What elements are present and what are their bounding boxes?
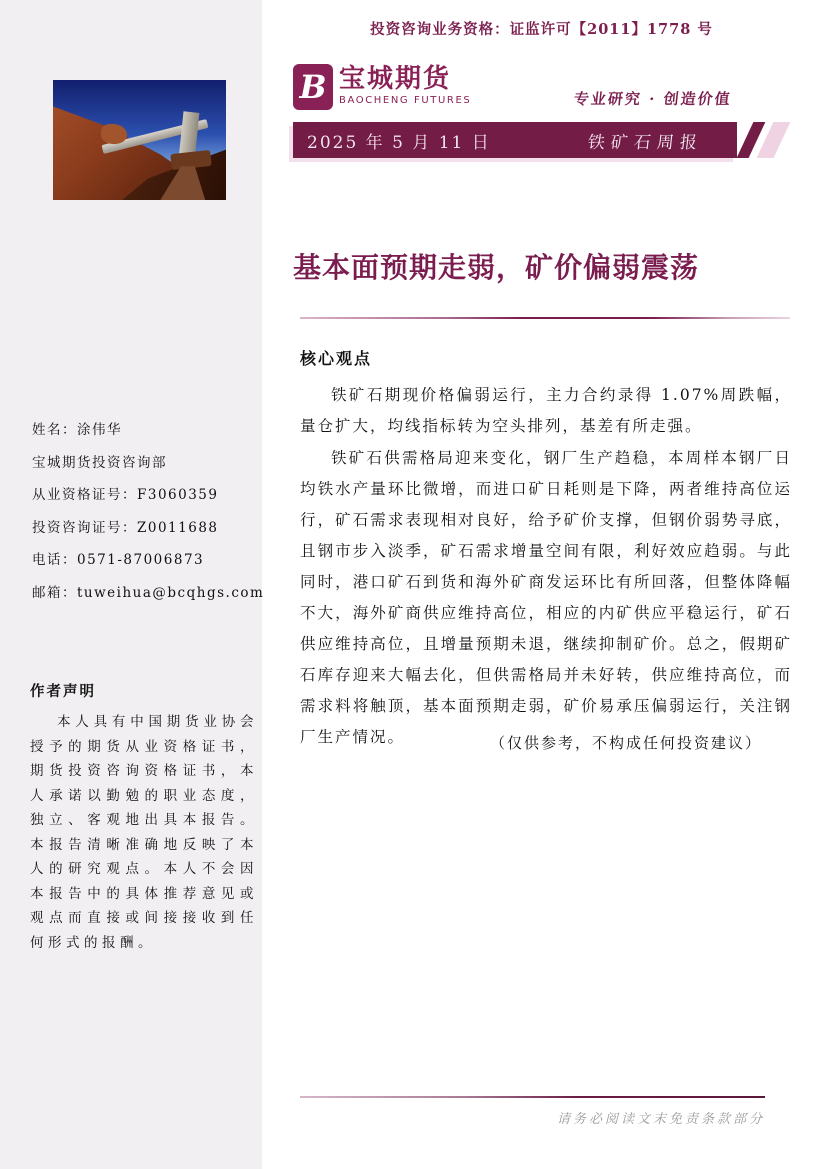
analyst-name: 姓名：涂伟华 xyxy=(32,422,122,438)
baocheng-futures-logo xyxy=(293,64,471,110)
analyst-department: 宝城期货投资咨询部 xyxy=(32,454,167,471)
footer-disclaimer-note: 请务必阅读文末免责条款部分 xyxy=(556,1112,765,1127)
reference-only-note: （仅供参考，不构成任何投资建议） xyxy=(489,734,762,752)
left-sidebar xyxy=(0,0,265,1169)
core-view-paragraph-1 xyxy=(300,380,792,442)
qualification-line: 投资咨询业务资格：证监许可【2011】1778 号 xyxy=(370,21,713,38)
analyst-contact-block xyxy=(32,414,265,609)
paragraph-text: 铁矿石供需格局迎来变化，钢厂生产趋稳，本周样本钢厂日均铁水产量环比微增，而进口矿日耗则是下降，两者维持高位运行，矿石需求表现相对良好，给予矿价支撑，但钢价弱势寻底，且钢市步入淡季，矿石需求增量空间有限，利好效应趋弱。与此同时，港口矿石到货和海外矿商发运环比有所回落，但整体降幅不大，海外矿商供应维持高位，相应的内矿供应平稳运行，矿石供应维持高位，且增量预期未退，继续抑制矿价。总之，假期矿石库存迎来大幅去化，但供需格局并未好转，供应维持高位，而需求料将触顶，基本面预期走弱，矿价易承压偏弱运行，关注钢厂生产情况。 xyxy=(300,449,792,746)
phone-number: 电话：0571-87006873 xyxy=(32,552,205,568)
author-declaration xyxy=(30,680,258,955)
report-title: 基本面预期走弱，矿价偏弱震荡 xyxy=(293,251,700,284)
stacker-head-shape xyxy=(101,124,127,144)
author-declaration-body: 本人具有中国期货业协会授予的期货从业资格证书，期货投资咨询资格证书，本人承诺以勤勉的职业态度，独立、客观地出具本报告。本报告清晰准确地反映了本人的研究观点。本人不会因本报告中的具体推荐意见或观点而直接或间接接收到任何形式的报酬。 xyxy=(30,714,258,951)
logo-b-mark-icon xyxy=(293,64,333,110)
footer-divider-rule xyxy=(300,1096,765,1098)
author-declaration-title: 作者声明 xyxy=(30,683,96,700)
title-divider-rule xyxy=(300,317,790,319)
iron-ore-mine-photo xyxy=(53,80,226,200)
email-address: 邮箱：tuweihua@bcqhgs.com xyxy=(32,584,265,601)
company-slogan: 专业研究 · 创造价值 xyxy=(573,90,733,108)
paragraph-text: 铁矿石期现价格偏弱运行，主力合约录得 1.07%周跌幅，量仓扩大，均线指标转为空头排列，基差有所走强。 xyxy=(300,386,792,435)
logo-english-name: BAOCHENG FUTURES xyxy=(339,95,472,106)
date-bar-wrap xyxy=(293,122,790,162)
report-date: 2025 年 5 月 11 日 xyxy=(307,132,491,153)
practice-certificate-no: 从业资格证号：F3060359 xyxy=(32,487,219,503)
logo-chinese-name: 宝城期货 xyxy=(339,64,452,94)
advisory-certificate-no: 投资咨询证号：Z0011688 xyxy=(32,519,219,536)
header-logo-row xyxy=(293,62,790,116)
core-view-heading: 核心观点 xyxy=(300,349,373,368)
date-bar xyxy=(293,122,737,158)
core-view-paragraph-2 xyxy=(300,443,792,753)
report-type-label: 铁矿石周报 xyxy=(586,132,704,153)
svg-text:B: B xyxy=(299,68,327,106)
